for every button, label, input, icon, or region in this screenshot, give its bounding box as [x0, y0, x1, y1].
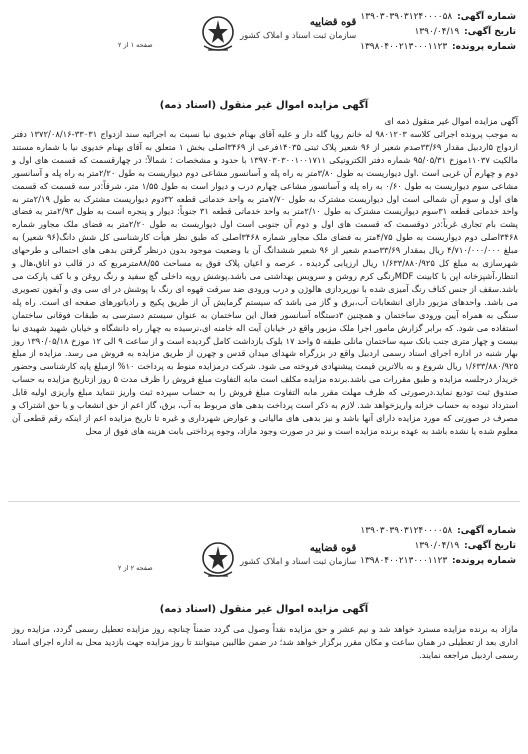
brand-organization: سازمان ثبت اسناد و املاک کشور [240, 557, 357, 567]
notice-body: مازاد به برنده مزایده مسترد خواهد شد و نیم عشر و حق مزایده نقداً وصول می گردد ضمناً چنانچه روز مزایده تعطیل رسمی گردد، مزایده روز اداری بعد از تعطیلی در همان ساعت و مکان مقرر برگزار خواهد شد؛ در ضمن طالبین میتوانند تا روز مزایده جهت بازدید محل به اداره اجرای اسناد رسمی اردبیل مراجعه نمایند. [12, 624, 518, 660]
page-number: صفحه ۲ از ۲ [118, 564, 153, 572]
page-number: صفحه ۱ از ۲ [118, 41, 153, 49]
notice-meta [360, 524, 516, 569]
notice-date-label: تاریخ آگهی: [464, 27, 516, 37]
brand-judiciary: قوه قضاییه [309, 17, 357, 28]
brand-block [240, 542, 356, 569]
brand-judiciary: قوه قضاییه [309, 543, 357, 554]
page-2 [0, 504, 528, 754]
notice-title: آگهی مزایده اموال غیر منقول (اسناد ذمه) [159, 604, 369, 615]
notice-date-row [360, 539, 516, 554]
notice-body: به موجب پرونده اجرائی کلاسه ۹۸۰۱۲۰۳ له خانم رویا گله دار و علیه آقای بهنام خدیوی نیا نسبت به اجرائیه سند ازدواج ۳۳۰۳۱-۱۳۷۲/۰۸/۱۶ دفتر ازدواج ۵اردبیل مقدار ۳۳/۶۹صدم شعیر از ۹۶ شعیر پلاک ثبتی ۱۴۰۳۵فرعی از ۳۴۶۹اصلی بخش ۱ متعلق به آقای بهنام خدیوی نیا با شماره مستند مالکیت ۱۱۰۳۷موزخ ۹۵/۰۵/۳۱ شماره دفتر الکترونیکی ۱۳۹۷۰۳۰۳۰۰۱۰۰۱۷۱۱ با حدود و مشخصات : شمالاً: در چهارقسمت که قسمت های اول و دوم و چهارم آن غربی است .اول دیواریست به طول ۳/۸۰متر به راه پله و آسانسور مشاعی دوم دیواریست به طول ۲/۲۰متر به راه پله و آسانسور مشاعی سوم دیواریست به طول ۰/۶۰ به راه پله و آسانسور مشاعی چهارم درب و دیوار است به طول ۱/۵۵ متر، شرقاً:در سه قسمت که قسمت های اول و سوم آن شمالی است اول دیواریست مشترک به طول ۷/۷۰متر به واحد خدماتی قطعه ۳۲دوم دیواریست مشترک به طول ۲/۱۹متر به واحد خدماتی قطعه ۳۱سوم دیواریست مشترک به طول ۲/۱۰متر به واحد خدماتی قطعه ۳۱ جنوباً: دیوار و پنجره است به طول ۲/۹۳متر به فضای پشت بام تجاری غرباً:در دوقسمت که قسمت های اول و دوم آن جنوبی است اول دیواریست به طول ۲/۲۰متر به فضای ملک مجاور شماره ۳۴۶۸اصلی دوم دیواریست به طول ۴/۷۵متر به فضای ملک مجاور شماره ۳۴۶۸اصلی که طبق نظر هیأت کارشناسی کل شش دانگ(۹۶ شعیر) به مبلغ ۴/۷۱۰/۰۰۰/۰۰۰ ریال بمقدار ۳۳/۶۹صدم شعیر از ۹۶ شعیر ششدانگ آن با وضعیت موجود بدون درنظر گرفتن بدهی های احتمالی و طرحهای شهرسازی به مبلغ کل ۱/۶۳۳/۸۸۰/۹۲۵ ریال ارزیابی گردیده ، عرصه و اعیان پلاک فوق به مساحت ۸۸/۵۵مترمربع که در قالب دو اتاق،هال و انتظار،آشپزخانه اپن با کابینت MDFرنگی کرم روشن و سرویس بهداشتی می باشد.پوشش رویه داخلی گچ سفید و رنگ روغن و با کف پارکت می باشد.سقف از جنس کناف رنگ آمیزی شده با نورپردازی هالوژن و درب ورودی ضد سرقت قهوه ای رنگ با پوشش در ای سی وی و آیفون تصویری می باشد. واحدهای مزبور دارای انشعابات آب،برق و گاز می باشد که سیستم گرمایش آن از طریق پکیج و رادیاتورهای صفحه ای است. راه پله سنگی به همراه آیین ورودی ساختمان و همچنین ۳دستگاه آسانسور فعال این ساختمان به عنوان سیستم دسترسی به طبقات فوقانی ساختمان استفاده می شود. که برابر گزارش مامور اجرا ملک مزبور واقع در خیابان آیت اله خامنه ای،نرسیده به چهار راه دانشگاه و خیابان شهید شهیدی نیا بیست و چهار متری جنب بانک سپه ساختمان مانلی طبقه ۵ واحد ۱۷ بلوک بازداشت کامل گردیده است و از ساعت ۹ الی ۱۲ موزخ ۱۳۹۰/۰۵/۱۸ روز بهار شنبه در اداره اجرای اسناد رسمی اردبیل واقع در بزرگراه شهدای میدان قدس و چهرن از طریق مزایده به فروش می رسد. مزایده از مبلغ ۱/۶۳۳/۸۸۰/۹۲۵ ریال شروع و به بالاترین قیمت پیشنهادی فروخته می شود. شرکت درمزایده منوط به پرداخت ۱۰% ازمبلغ پایه کارشناسی وحضور خریدار درجلسه مزایده و طبق مقررات می باشد.برنده مزایده مکلف است مابه التفاوت مبلغ فروش را ظرف مدت ۵ روز ازتاریخ مزایده به حساب صندوق ثبت تودیع نماید.درصورتی که ظرف مهلت مقرر مابه التفاوت مبلغ فروش را به حساب سپرده ثبت واریز ننماید مبلغ واریزی اولیه قابل استرداد نبوده به حساب خزانه واریزخواهد شد. لازم به ذکر است پرداخت بدهی های مربوط به آب، برق، گاز اعم از حق انشعاب و یا حق اشتراک و مصرف در صورتی که مورد مزایده دارای آنها باشد و نیز بدهی های مالیاتی و عوارض شهرداری و غیره تا تاریخ مزایده اعم از اینکه رقم قطعی آن معلوم شده یا نشده باشد به عهده برنده مزایده است و نیز در صورت وجود مازاد، وجوه پرداختی بابت هزینه های فوق از محل [12, 129, 519, 436]
brand-organization: سازمان ثبت اسناد و املاک کشور [240, 31, 357, 41]
page-header [0, 504, 528, 590]
notice-number-value: ۱۳۹۰۳۰۳۹۰۳۱۲۴۰۰۰۰۵۸ [360, 12, 453, 22]
notice-date-row [360, 25, 516, 40]
case-number-value: ۱۳۹۸۰۴۰۰۲۱۳۰۰۰۱۱۲۳ [360, 556, 448, 566]
case-number-label: شماره پرونده: [452, 42, 516, 52]
notice-number-row [360, 10, 516, 25]
case-number-label: شماره پرونده: [452, 556, 516, 566]
case-number-row [360, 554, 516, 569]
notice-number-label: شماره آگهی: [457, 12, 516, 22]
case-number-value: ۱۳۹۸۰۴۰۰۲۱۳۰۰۰۱۱۲۳ [360, 42, 448, 52]
notice-date-label: تاریخ آگهی: [464, 541, 516, 551]
notice-meta [360, 10, 516, 55]
notice-number-value: ۱۳۹۰۳۰۳۹۰۳۱۲۴۰۰۰۰۵۸ [360, 526, 453, 536]
judiciary-emblem-icon [198, 12, 238, 58]
notice-date-value: ۱۳۹۰/۰۴/۱۹ [414, 27, 460, 37]
notice-number-row [360, 524, 516, 539]
notice-title: آگهی مزایده اموال غیر منقول (اسناد ذمه) [159, 100, 369, 111]
page-header [0, 0, 528, 78]
judiciary-emblem-icon [198, 538, 238, 584]
notice-intro: آگهی مزایده اموال غیر منقول ذمه ای [384, 117, 518, 127]
notice-date-value: ۱۳۹۰/۰۴/۱۹ [414, 541, 460, 551]
page-separator [8, 501, 520, 502]
brand-block [240, 16, 356, 43]
notice-number-label: شماره آگهی: [457, 526, 516, 536]
case-number-row [360, 40, 516, 55]
